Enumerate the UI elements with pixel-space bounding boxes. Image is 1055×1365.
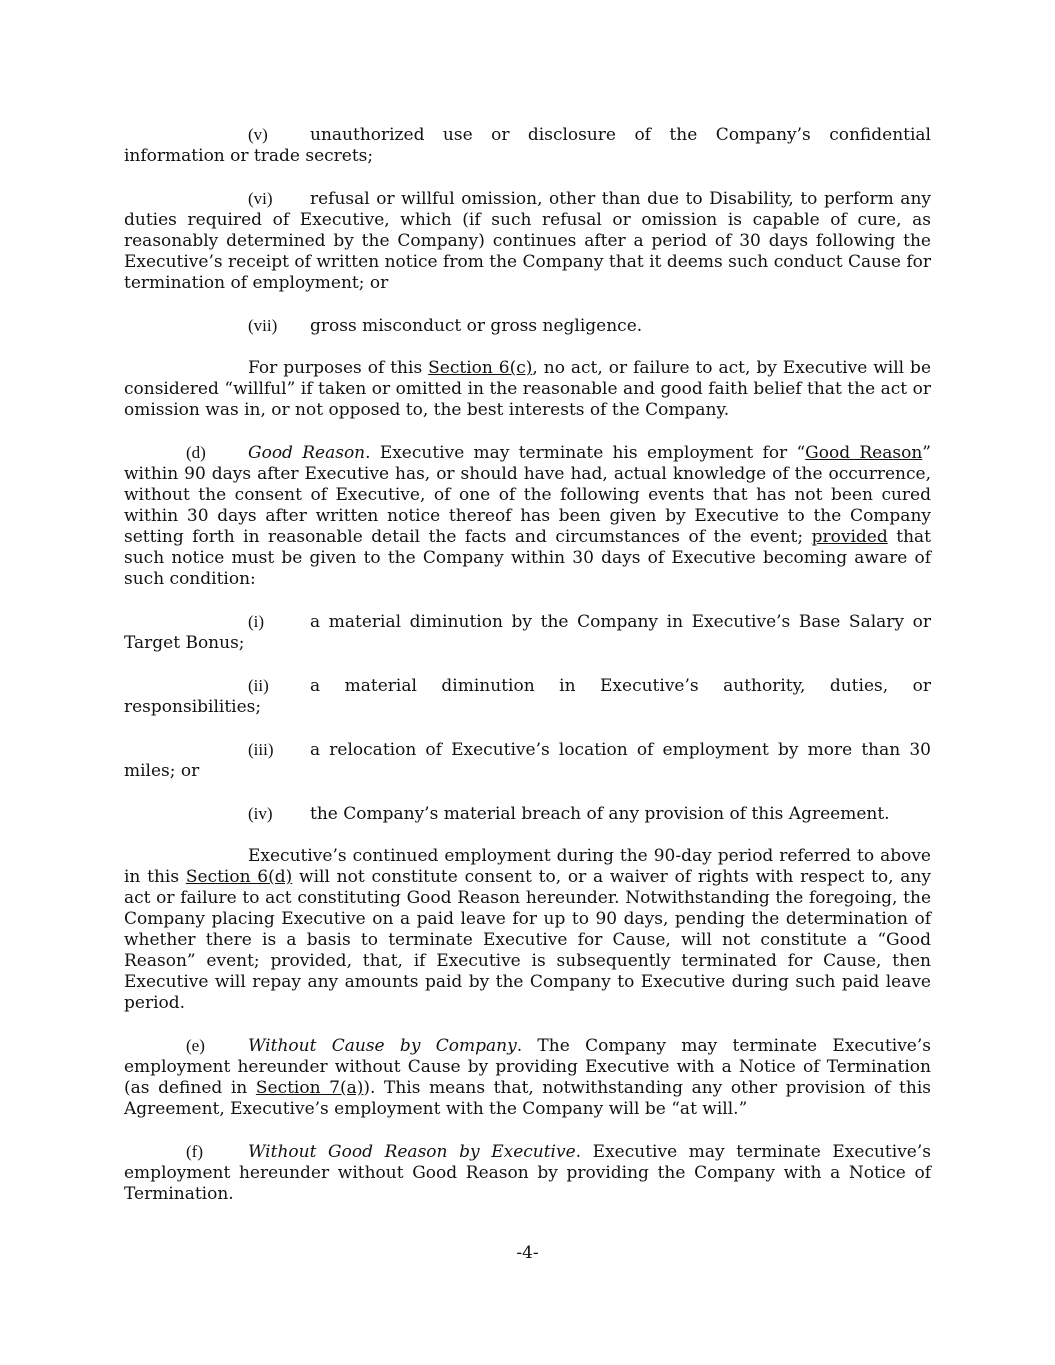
clause-text: a material diminution by the Company in Executive’s Base Salary or Target Bonus; (124, 612, 931, 653)
paragraph-text: . Executive may terminate Executive’s employment hereunder without Good Reason by providing the Company with a Notice of Termination. (124, 1142, 931, 1204)
clause-i (124, 611, 931, 654)
clause-text: the Company’s material breach of any provision of this Agreement. (310, 804, 890, 824)
good-reason-section (124, 442, 931, 590)
clause-label: (vii) (248, 316, 278, 335)
section-reference: Section 6(d) (185, 867, 293, 887)
clause-label: (v) (248, 125, 268, 144)
clause-label: (iii) (248, 740, 274, 759)
clause-text: a material diminution in Executive’s authority, duties, or responsibilities; (124, 676, 931, 717)
clause-text: refusal or willful omission, other than due to Disability, to perform any duties required of Executive, which (if such refusal or omission is capable of cure, as reasonably determined by the Company) continues after a period of 30 days following the Executive’s receipt of written notice from the Company that it deems such conduct Cause for termination of employment; or (124, 189, 931, 293)
section-reference: Section 6(c) (428, 358, 533, 378)
clause-vii (124, 315, 931, 337)
paragraph-text: For purposes of this (248, 358, 429, 378)
page-number: -4- (516, 1243, 539, 1263)
section-label: (f) (186, 1142, 203, 1161)
paragraph-text: . The Company may terminate Executive’s employment hereunder without Cause by providing Executive with a Notice of Termination (as defined in (124, 1036, 931, 1098)
clause-label: (ii) (248, 676, 269, 695)
clause-text: a relocation of Executive’s location of employment by more than 30 miles; or (124, 740, 931, 781)
section-heading: Good Reason (248, 443, 366, 463)
section-label: (e) (186, 1036, 205, 1055)
clause-iv (124, 803, 931, 825)
paragraph-text: , no act, or failure to act, by Executive will be considered “willful” if taken or omitted in the reasonable and good faith belief that the act or omission was in, or not opposed to, the best interests of the Company. (124, 358, 931, 420)
clause-label: (iv) (248, 804, 273, 823)
clause-text: unauthorized use or disclosure of the Company’s confidential information or trade secrets; (124, 125, 931, 166)
clause-vi (124, 188, 931, 294)
paragraph-text: that such notice must be given to the Company within 30 days of Executive becoming aware of such condition: (124, 527, 931, 589)
defined-term: Good Reason (805, 443, 923, 463)
paragraph-text: ). This means that, notwithstanding any other provision of this Agreement, Executive’s employment with the Company will be “at will.” (124, 1078, 931, 1119)
section-label: (d) (186, 443, 206, 462)
clause-label: (i) (248, 612, 265, 631)
continued-employment-paragraph (124, 846, 931, 1014)
clause-ii (124, 675, 931, 718)
without-cause-section (124, 1035, 931, 1120)
section-heading: Without Cause by Company (248, 1036, 517, 1056)
willful-paragraph (124, 358, 931, 421)
clause-v (124, 124, 931, 167)
document-page (124, 124, 931, 1226)
paragraph-text: . Executive may terminate his employment for “ (365, 443, 806, 463)
clause-iii (124, 739, 931, 782)
paragraph-text: will not constitute consent to, or a waiver of rights with respect to, any act or failure to act constituting Good Reason hereunder. Notwithstanding the foregoing, the Company placing Executive on a paid leave for up to 90 days, pending the determination of whether there is a basis to terminate Executive for Cause, will not constitute a “Good Reason” event; provided, that, if Executive is subsequently terminated for Cause, then Executive will repay any amounts paid by the Company to Executive during such paid leave period. (124, 867, 931, 1013)
section-reference: Section 7(a) (255, 1078, 364, 1098)
clause-text: gross misconduct or gross negligence. (310, 316, 643, 336)
clause-label: (vi) (248, 189, 273, 208)
section-heading: Without Good Reason by Executive (248, 1142, 576, 1162)
without-good-reason-section (124, 1141, 931, 1205)
paragraph-text: ” within 90 days after Executive has, or should have had, actual knowledge of the occurrence, without the consent of Executive, of one of the following events that has not been cured within 30 days after written notice thereof has been given by Executive to the Company setting forth in reasonable detail the facts and circumstances of the event; (124, 443, 931, 547)
paragraph-text: Executive’s continued employment during the 90-day period referred to above in this (124, 846, 931, 887)
provided-term: provided (811, 527, 888, 547)
